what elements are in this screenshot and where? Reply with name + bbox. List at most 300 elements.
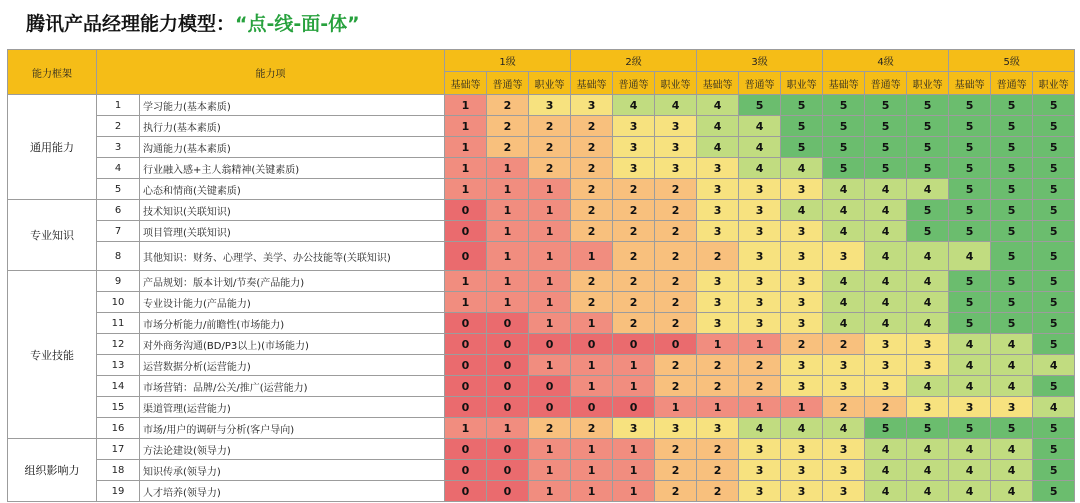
level-score-cell: 1	[529, 313, 571, 334]
level-score-cell: 5	[991, 271, 1033, 292]
level-score-cell: 4	[865, 242, 907, 271]
level-score-cell: 3	[613, 158, 655, 179]
level-score-cell: 2	[781, 334, 823, 355]
level-score-cell: 1	[571, 376, 613, 397]
level-score-cell: 2	[655, 439, 697, 460]
level-score-cell: 5	[1033, 200, 1075, 221]
level-score-cell: 1	[613, 481, 655, 502]
level-score-cell: 5	[1033, 292, 1075, 313]
level-score-cell: 4	[991, 355, 1033, 376]
header-sublevel: 普通等	[613, 72, 655, 95]
level-score-cell: 3	[697, 271, 739, 292]
level-score-cell: 5	[1033, 221, 1075, 242]
level-score-cell: 3	[739, 200, 781, 221]
level-score-cell: 5	[781, 116, 823, 137]
level-score-cell: 5	[991, 313, 1033, 334]
table-row	[8, 439, 1075, 460]
capability-name: 运营数据分析(运营能力)	[140, 355, 445, 376]
level-score-cell: 4	[949, 481, 991, 502]
level-score-cell: 1	[571, 313, 613, 334]
level-score-cell: 3	[781, 313, 823, 334]
table-row	[8, 460, 1075, 481]
level-score-cell: 1	[613, 439, 655, 460]
row-number: 16	[97, 418, 140, 439]
level-score-cell: 1	[445, 292, 487, 313]
level-score-cell: 0	[613, 334, 655, 355]
level-score-cell: 4	[949, 439, 991, 460]
level-score-cell: 2	[697, 439, 739, 460]
capability-name: 知识传承(领导力)	[140, 460, 445, 481]
level-score-cell: 5	[865, 418, 907, 439]
level-score-cell: 1	[697, 334, 739, 355]
row-number: 4	[97, 158, 140, 179]
level-score-cell: 4	[781, 418, 823, 439]
level-score-cell: 3	[949, 397, 991, 418]
level-score-cell: 2	[613, 221, 655, 242]
header-sublevel: 基础等	[445, 72, 487, 95]
level-score-cell: 3	[823, 460, 865, 481]
level-score-cell: 2	[571, 116, 613, 137]
level-score-cell: 3	[697, 179, 739, 200]
level-score-cell: 4	[697, 116, 739, 137]
level-score-cell: 5	[1033, 242, 1075, 271]
level-score-cell: 2	[571, 221, 613, 242]
level-score-cell: 1	[529, 271, 571, 292]
level-score-cell: 3	[823, 376, 865, 397]
level-score-cell: 3	[781, 221, 823, 242]
level-score-cell: 5	[991, 292, 1033, 313]
table-row	[8, 271, 1075, 292]
level-score-cell: 0	[445, 439, 487, 460]
level-score-cell: 5	[907, 221, 949, 242]
level-score-cell: 1	[529, 481, 571, 502]
header-frame: 能力框架	[8, 50, 97, 95]
level-score-cell: 3	[655, 137, 697, 158]
level-score-cell: 2	[655, 355, 697, 376]
level-score-cell: 5	[865, 95, 907, 116]
level-score-cell: 2	[865, 397, 907, 418]
row-number: 14	[97, 376, 140, 397]
level-score-cell: 4	[865, 221, 907, 242]
level-score-cell: 1	[445, 95, 487, 116]
level-score-cell: 3	[907, 334, 949, 355]
level-score-cell: 1	[529, 179, 571, 200]
header-sublevel: 基础等	[697, 72, 739, 95]
header-row-levels	[8, 50, 1075, 72]
table-row	[8, 313, 1075, 334]
capability-name: 项目管理(关联知识)	[140, 221, 445, 242]
level-score-cell: 5	[907, 137, 949, 158]
level-score-cell: 0	[487, 439, 529, 460]
level-score-cell: 3	[739, 221, 781, 242]
capability-name: 专业设计能力(产品能力)	[140, 292, 445, 313]
level-score-cell: 5	[949, 313, 991, 334]
level-score-cell: 1	[487, 271, 529, 292]
level-score-cell: 4	[865, 179, 907, 200]
level-score-cell: 1	[571, 460, 613, 481]
level-score-cell: 5	[739, 95, 781, 116]
level-score-cell: 4	[949, 242, 991, 271]
level-score-cell: 4	[1033, 397, 1075, 418]
level-score-cell: 2	[613, 292, 655, 313]
header-level-3: 3级	[697, 50, 823, 72]
header-sublevel: 基础等	[949, 72, 991, 95]
capability-name: 方法论建设(领导力)	[140, 439, 445, 460]
level-score-cell: 4	[907, 292, 949, 313]
level-score-cell: 4	[697, 137, 739, 158]
capability-name: 渠道管理(运营能力)	[140, 397, 445, 418]
level-score-cell: 2	[613, 313, 655, 334]
header-sublevel: 普通等	[739, 72, 781, 95]
level-score-cell: 4	[865, 439, 907, 460]
level-score-cell: 2	[571, 137, 613, 158]
level-score-cell: 4	[865, 200, 907, 221]
level-score-cell: 4	[991, 460, 1033, 481]
level-score-cell: 5	[1033, 179, 1075, 200]
level-score-cell: 3	[781, 439, 823, 460]
level-score-cell: 3	[781, 460, 823, 481]
level-score-cell: 4	[823, 292, 865, 313]
level-score-cell: 4	[739, 137, 781, 158]
level-score-cell: 5	[1033, 95, 1075, 116]
level-score-cell: 4	[907, 313, 949, 334]
level-score-cell: 3	[823, 439, 865, 460]
header-level-4: 4级	[823, 50, 949, 72]
level-score-cell: 3	[907, 355, 949, 376]
level-score-cell: 2	[571, 271, 613, 292]
level-score-cell: 2	[655, 271, 697, 292]
capability-table	[7, 49, 1075, 502]
level-score-cell: 2	[613, 179, 655, 200]
level-score-cell: 1	[487, 292, 529, 313]
level-score-cell: 2	[529, 158, 571, 179]
level-score-cell: 2	[697, 460, 739, 481]
level-score-cell: 2	[571, 418, 613, 439]
level-score-cell: 5	[1033, 439, 1075, 460]
level-score-cell: 5	[1033, 137, 1075, 158]
level-score-cell: 2	[697, 481, 739, 502]
level-score-cell: 1	[571, 355, 613, 376]
level-score-cell: 2	[655, 292, 697, 313]
level-score-cell: 4	[865, 481, 907, 502]
row-number: 12	[97, 334, 140, 355]
table-row	[8, 221, 1075, 242]
level-score-cell: 2	[655, 481, 697, 502]
level-score-cell: 1	[529, 221, 571, 242]
level-score-cell: 2	[655, 242, 697, 271]
level-score-cell: 5	[823, 116, 865, 137]
level-score-cell: 4	[991, 481, 1033, 502]
level-score-cell: 0	[445, 334, 487, 355]
level-score-cell: 3	[739, 242, 781, 271]
table-row	[8, 334, 1075, 355]
level-score-cell: 5	[949, 200, 991, 221]
level-score-cell: 2	[613, 200, 655, 221]
header-sublevel: 职业等	[1033, 72, 1075, 95]
level-score-cell: 1	[445, 137, 487, 158]
table-row	[8, 95, 1075, 116]
capability-name: 对外商务沟通(BD/P3以上)(市场能力)	[140, 334, 445, 355]
row-number: 13	[97, 355, 140, 376]
level-score-cell: 5	[949, 221, 991, 242]
capability-name: 市场营销：品牌/公关/推广(运营能力)	[140, 376, 445, 397]
level-score-cell: 3	[571, 95, 613, 116]
level-score-cell: 5	[1033, 271, 1075, 292]
level-score-cell: 2	[571, 292, 613, 313]
level-score-cell: 5	[949, 179, 991, 200]
level-score-cell: 3	[739, 439, 781, 460]
level-score-cell: 5	[1033, 376, 1075, 397]
level-score-cell: 5	[823, 137, 865, 158]
level-score-cell: 5	[1033, 481, 1075, 502]
level-score-cell: 4	[1033, 355, 1075, 376]
table-row	[8, 116, 1075, 137]
level-score-cell: 2	[823, 397, 865, 418]
level-score-cell: 3	[655, 158, 697, 179]
header-sublevel: 职业等	[655, 72, 697, 95]
row-number: 18	[97, 460, 140, 481]
header-sublevel: 职业等	[781, 72, 823, 95]
level-score-cell: 3	[697, 313, 739, 334]
row-number: 8	[97, 242, 140, 271]
level-score-cell: 3	[781, 271, 823, 292]
level-score-cell: 0	[445, 481, 487, 502]
level-score-cell: 0	[487, 397, 529, 418]
level-score-cell: 1	[487, 158, 529, 179]
level-score-cell: 0	[487, 334, 529, 355]
level-score-cell: 5	[823, 95, 865, 116]
table-row	[8, 179, 1075, 200]
level-score-cell: 4	[949, 460, 991, 481]
level-score-cell: 3	[781, 376, 823, 397]
level-score-cell: 5	[865, 158, 907, 179]
level-score-cell: 2	[697, 242, 739, 271]
table-row	[8, 376, 1075, 397]
level-score-cell: 4	[865, 292, 907, 313]
level-score-cell: 3	[697, 292, 739, 313]
capability-name: 学习能力(基本素质)	[140, 95, 445, 116]
level-score-cell: 4	[865, 313, 907, 334]
level-score-cell: 2	[655, 179, 697, 200]
level-score-cell: 1	[697, 397, 739, 418]
level-score-cell: 0	[487, 460, 529, 481]
level-score-cell: 1	[739, 397, 781, 418]
level-score-cell: 2	[487, 137, 529, 158]
level-score-cell: 5	[1033, 334, 1075, 355]
level-score-cell: 4	[865, 271, 907, 292]
level-score-cell: 5	[1033, 460, 1075, 481]
level-score-cell: 3	[781, 292, 823, 313]
level-score-cell: 5	[1033, 418, 1075, 439]
level-score-cell: 3	[823, 481, 865, 502]
level-score-cell: 1	[487, 242, 529, 271]
level-score-cell: 5	[991, 137, 1033, 158]
level-score-cell: 5	[865, 137, 907, 158]
level-score-cell: 1	[487, 418, 529, 439]
row-number: 19	[97, 481, 140, 502]
level-score-cell: 1	[487, 221, 529, 242]
level-score-cell: 3	[781, 179, 823, 200]
level-score-cell: 4	[823, 221, 865, 242]
level-score-cell: 5	[991, 95, 1033, 116]
level-score-cell: 2	[697, 376, 739, 397]
level-score-cell: 2	[739, 355, 781, 376]
level-score-cell: 0	[445, 460, 487, 481]
capability-name: 市场/用户的调研与分析(客户导向)	[140, 418, 445, 439]
level-score-cell: 3	[697, 221, 739, 242]
level-score-cell: 4	[781, 158, 823, 179]
capability-name: 沟通能力(基本素质)	[140, 137, 445, 158]
level-score-cell: 4	[781, 200, 823, 221]
level-score-cell: 5	[907, 158, 949, 179]
level-score-cell: 4	[739, 116, 781, 137]
level-score-cell: 4	[739, 418, 781, 439]
level-score-cell: 2	[529, 418, 571, 439]
header-sublevel: 普通等	[991, 72, 1033, 95]
row-number: 1	[97, 95, 140, 116]
level-score-cell: 4	[991, 334, 1033, 355]
table-row	[8, 397, 1075, 418]
level-score-cell: 5	[949, 137, 991, 158]
level-score-cell: 3	[739, 179, 781, 200]
level-score-cell: 3	[697, 200, 739, 221]
capability-name: 执行力(基本素质)	[140, 116, 445, 137]
level-score-cell: 3	[991, 397, 1033, 418]
level-score-cell: 0	[445, 200, 487, 221]
level-score-cell: 4	[907, 439, 949, 460]
level-score-cell: 3	[529, 95, 571, 116]
level-score-cell: 5	[991, 221, 1033, 242]
header-sublevel: 普通等	[487, 72, 529, 95]
level-score-cell: 0	[445, 242, 487, 271]
level-score-cell: 4	[823, 200, 865, 221]
level-score-cell: 5	[907, 418, 949, 439]
header-item: 能力项	[97, 50, 445, 95]
level-score-cell: 2	[655, 460, 697, 481]
category-cell: 组织影响力	[8, 439, 97, 502]
category-cell: 专业技能	[8, 271, 97, 439]
header-sublevel: 普通等	[865, 72, 907, 95]
row-number: 5	[97, 179, 140, 200]
table-row	[8, 242, 1075, 271]
level-score-cell: 1	[781, 397, 823, 418]
level-score-cell: 3	[823, 355, 865, 376]
level-score-cell: 1	[529, 355, 571, 376]
page-title-text: 腾讯产品经理能力模型：	[26, 13, 236, 35]
level-score-cell: 1	[529, 439, 571, 460]
level-score-cell: 0	[529, 334, 571, 355]
level-score-cell: 2	[571, 200, 613, 221]
level-score-cell: 4	[823, 179, 865, 200]
page-title	[26, 9, 360, 39]
level-score-cell: 5	[781, 95, 823, 116]
capability-name: 技术知识(关联知识)	[140, 200, 445, 221]
level-score-cell: 3	[655, 418, 697, 439]
level-score-cell: 2	[823, 334, 865, 355]
level-score-cell: 0	[487, 313, 529, 334]
level-score-cell: 2	[655, 376, 697, 397]
level-score-cell: 1	[655, 397, 697, 418]
table-row	[8, 355, 1075, 376]
level-score-cell: 3	[865, 376, 907, 397]
row-number: 9	[97, 271, 140, 292]
header-level-1: 1级	[445, 50, 571, 72]
level-score-cell: 1	[445, 418, 487, 439]
row-number: 2	[97, 116, 140, 137]
level-score-cell: 5	[991, 200, 1033, 221]
level-score-cell: 5	[949, 95, 991, 116]
level-score-cell: 3	[739, 292, 781, 313]
level-score-cell: 5	[1033, 116, 1075, 137]
level-score-cell: 5	[949, 418, 991, 439]
level-score-cell: 4	[949, 334, 991, 355]
header-sublevel: 职业等	[529, 72, 571, 95]
level-score-cell: 4	[907, 242, 949, 271]
category-cell: 通用能力	[8, 95, 97, 200]
header-level-2: 2级	[571, 50, 697, 72]
header-sublevel: 职业等	[907, 72, 949, 95]
level-score-cell: 4	[949, 355, 991, 376]
level-score-cell: 5	[949, 292, 991, 313]
level-score-cell: 2	[655, 200, 697, 221]
level-score-cell: 1	[613, 460, 655, 481]
row-number: 6	[97, 200, 140, 221]
level-score-cell: 0	[529, 376, 571, 397]
level-score-cell: 5	[991, 242, 1033, 271]
header-sublevel: 基础等	[823, 72, 865, 95]
level-score-cell: 5	[781, 137, 823, 158]
category-cell: 专业知识	[8, 200, 97, 271]
level-score-cell: 1	[445, 179, 487, 200]
level-score-cell: 0	[487, 481, 529, 502]
level-score-cell: 0	[487, 376, 529, 397]
level-score-cell: 0	[445, 376, 487, 397]
level-score-cell: 3	[865, 334, 907, 355]
level-score-cell: 0	[571, 334, 613, 355]
level-score-cell: 4	[655, 95, 697, 116]
level-score-cell: 1	[445, 116, 487, 137]
row-number: 15	[97, 397, 140, 418]
row-number: 10	[97, 292, 140, 313]
row-number: 11	[97, 313, 140, 334]
level-score-cell: 2	[529, 116, 571, 137]
level-score-cell: 4	[991, 439, 1033, 460]
level-score-cell: 2	[739, 376, 781, 397]
level-score-cell: 0	[655, 334, 697, 355]
level-score-cell: 1	[529, 242, 571, 271]
level-score-cell: 2	[613, 271, 655, 292]
level-score-cell: 0	[571, 397, 613, 418]
level-score-cell: 1	[739, 334, 781, 355]
capability-name: 其他知识：财务、心理学、美学、办公技能等(关联知识)	[140, 242, 445, 271]
level-score-cell: 1	[529, 292, 571, 313]
level-score-cell: 4	[823, 313, 865, 334]
capability-name: 产品规划：版本计划/节奏(产品能力)	[140, 271, 445, 292]
level-score-cell: 1	[571, 481, 613, 502]
level-score-cell: 3	[739, 313, 781, 334]
level-score-cell: 0	[445, 313, 487, 334]
level-score-cell: 4	[697, 95, 739, 116]
level-score-cell: 3	[697, 158, 739, 179]
level-score-cell: 5	[907, 200, 949, 221]
level-score-cell: 5	[865, 116, 907, 137]
row-number: 17	[97, 439, 140, 460]
level-score-cell: 5	[991, 116, 1033, 137]
capability-name: 心态和情商(关键素质)	[140, 179, 445, 200]
level-score-cell: 5	[907, 116, 949, 137]
level-score-cell: 5	[949, 158, 991, 179]
level-score-cell: 5	[1033, 158, 1075, 179]
